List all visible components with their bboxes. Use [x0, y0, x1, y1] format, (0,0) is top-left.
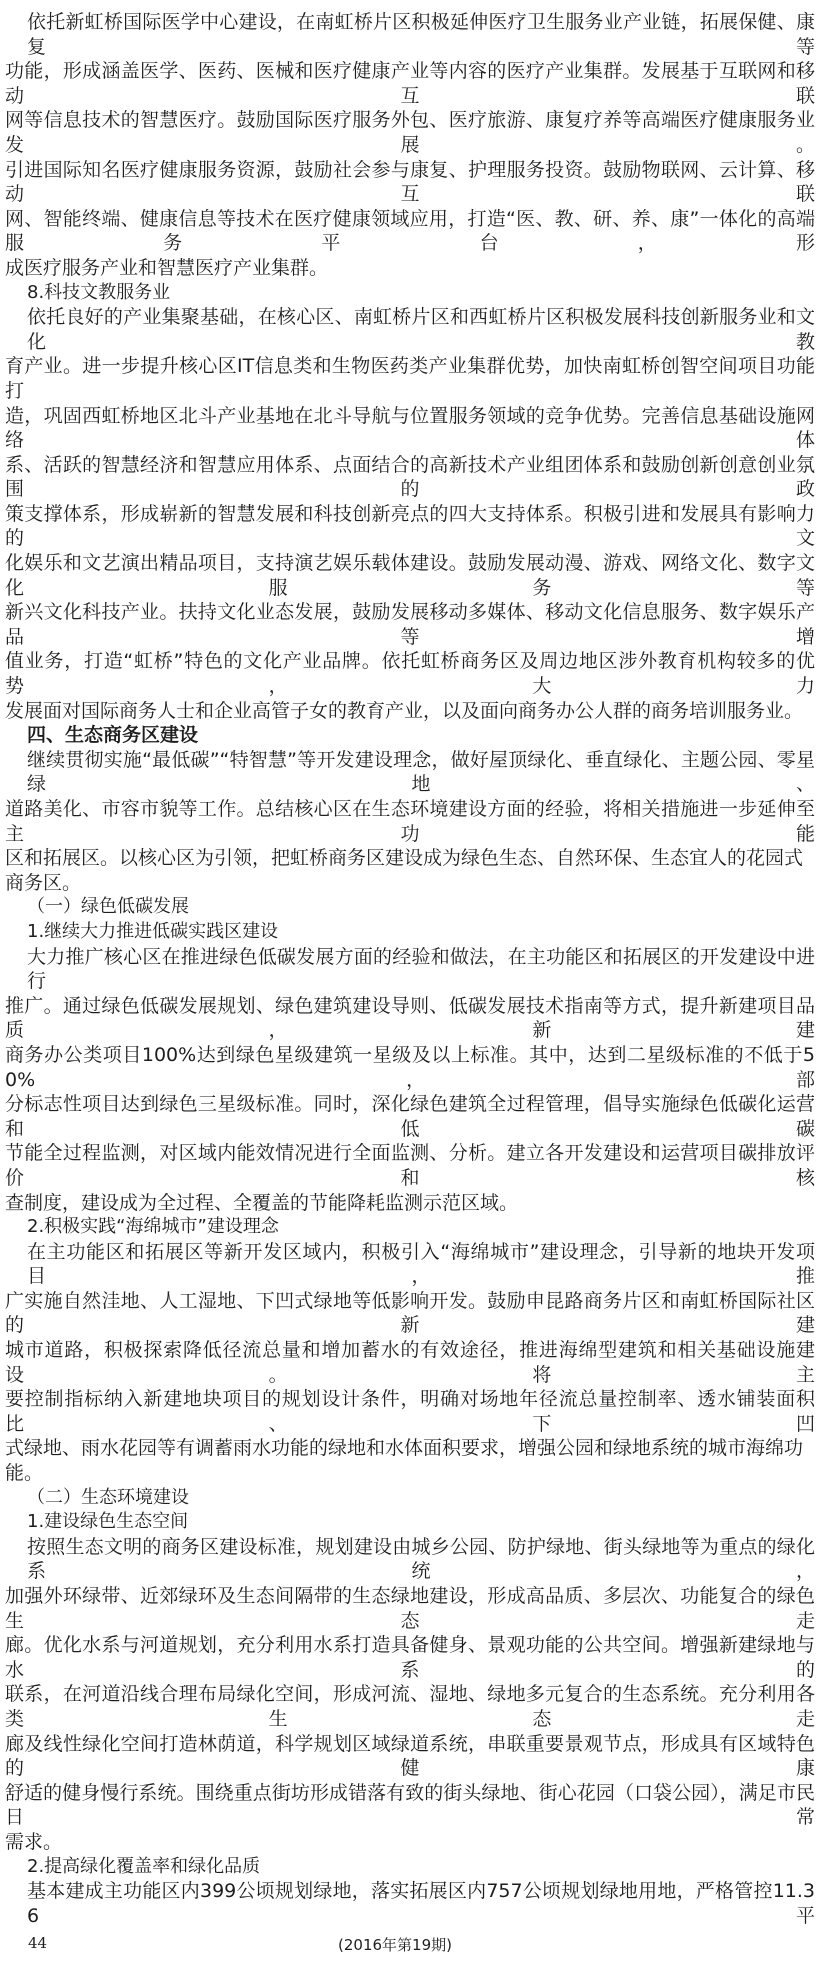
paragraph-line: 加强外环绿带、近郊绿环及生态间隔带的生态绿地建设，形成高品质、多层次、功能复合的绿色生态走	[5, 1585, 815, 1632]
paragraph-line: 大力推广核心区在推进绿色低碳发展方面的经验和做法，在主功能区和拓展区的开发建设中进行	[27, 945, 815, 993]
paragraph	[5, 305, 815, 723]
section-heading	[5, 723, 815, 748]
paragraph-line: 廊。优化水系与河道规划，充分利用水系打造具备健身、景观功能的公共空间。增强新建绿地与水系的	[5, 1634, 815, 1681]
paragraph-line: 式绿地、雨水花园等有调蓄雨水功能的绿地和水体面积要求，增强公园和绿地系统的城市海绵功能。	[5, 1437, 804, 1485]
paragraph-line: 成医疗服务产业和智慧医疗产业集群。	[5, 256, 329, 279]
paragraph-line: 在主功能区和拓展区等新开发区域内，积极引入“海绵城市”建设理念，引导新的地块开发项目，推	[27, 1240, 815, 1288]
paragraph-line: 道路美化、市容市貌等工作。总结核心区在生态环境建设方面的经验，将相关措施进一步延伸至主功能	[5, 798, 815, 845]
paragraph-line: 引进国际知名医疗健康服务资源，鼓励社会参与康复、护理服务投资。鼓励物联网、云计算、移动互联	[5, 158, 815, 206]
paragraph-line: 造，巩固西虹桥地区北斗产业基地在北斗导航与位置服务领域的竞争优势。完善信息基础设施网络体	[5, 404, 815, 452]
section-heading	[5, 1510, 815, 1535]
paragraph-line: 广实施自然洼地、人工湿地、下凹式绿地等低影响开发。鼓励申昆路商务片区和南虹桥国际社区的新建	[5, 1289, 815, 1337]
paragraph-line: 新兴文化科技产业。扶持文化业态发展，鼓励发展移动多媒体、移动文化信息服务、数字娱乐产品等增	[5, 601, 815, 648]
heading-text: 2.积极实践“海绵城市”建设理念	[27, 1216, 279, 1238]
paragraph	[5, 748, 815, 896]
paragraph-line: 按照生态文明的商务区建设标准，规划建设由城乡公园、防护绿地、街头绿地等为重点的绿化系统，	[27, 1535, 815, 1583]
page-number: 44	[28, 1934, 48, 1953]
paragraph-line: 舒适的健身慢行系统。围绕重点街坊形成错落有致的街头绿地、街心花园（口袋公园），满足市民日常	[5, 1781, 815, 1829]
heading-text: 2.提高绿化覆盖率和绿化品质	[27, 1855, 261, 1877]
heading-text: （一）绿色低碳发展	[27, 896, 189, 918]
paragraph-line: 节能全过程监测，对区域内能效情况进行全面监测、分析。建立各开发建设和运营项目碳排放评价和核	[5, 1142, 815, 1189]
section-heading	[5, 281, 815, 306]
paragraph-line: 功能，形成涵盖医学、医药、医械和医疗健康产业等内容的医疗产业集群。发展基于互联网和移动互联	[5, 60, 815, 107]
paragraph-line: 区和拓展区。以核心区为引领，把虹桥商务区建设成为绿色生态、自然环保、生态宜人的花园式商务区。	[5, 847, 804, 894]
paragraph-line: 商务办公类项目100%达到绿色星级建筑一星级及以上标准。其中，达到二星级标准的不低于50%，部	[5, 1043, 815, 1091]
section-heading	[5, 920, 815, 945]
section-heading	[5, 1486, 815, 1511]
paragraph-line: 城市道路，积极探索降低径流总量和增加蓄水的有效途径，推进海绵型建筑和相关基础设施建设。将主	[5, 1339, 815, 1386]
heading-text: 1.继续大力推进低碳实践区建设	[27, 920, 279, 942]
paragraph-line: 查制度，建设成为全过程、全覆盖的节能降耗监测示范区域。	[5, 1191, 519, 1214]
heading-text: 8.科技文教服务业	[27, 281, 171, 303]
paragraph-line: 网、智能终端、健康信息等技术在医疗健康领域应用，打造“医、教、研、养、康”一体化的高端服务平台，形	[5, 207, 815, 255]
paragraph-line: 发展面对国际商务人士和企业高管子女的教育产业，以及面向商务办公人群的商务培训服务业。	[5, 699, 804, 722]
paragraph	[5, 1240, 815, 1486]
paragraph-line: 推广。通过绿色低碳发展规划、绿色建筑建设导则、低碳发展技术指南等方式，提升新建项目品质，新建	[5, 994, 815, 1042]
paragraph-line: 要控制指标纳入新建地块项目的规划设计条件，明确对场地年径流总量控制率、透水铺装面积比、下凹	[5, 1388, 815, 1435]
paragraph-line: 依托新虹桥国际医学中心建设，在南虹桥片区积极延伸医疗卫生服务业产业链，拓展保健、康复等	[27, 11, 815, 58]
paragraph-line: 策支撑体系，形成崭新的智慧发展和科技创新亮点的四大支持体系。积极引进和发展具有影响力的文	[5, 502, 815, 550]
paragraph-line: 需求。	[5, 1830, 63, 1853]
paragraph-line: 基本建成主功能区内399公顷规划绿地，落实拓展区内757公顷规划绿地用地，严格管控11.36平	[27, 1880, 815, 1927]
paragraph-line: 值业务，打造“虹桥”特色的文化产业品牌。依托虹桥商务区及周边地区涉外教育机构较多的优势，大力	[5, 650, 815, 698]
section-heading	[5, 895, 815, 920]
issue-label: (2016年第19期)	[338, 1936, 452, 1955]
paragraph-line: 联系，在河道沿线合理布局绿化空间，形成河流、湿地、绿地多元复合的生态系统。充分利用各类生态走	[5, 1683, 815, 1730]
heading-text: 1.建设绿色生态空间	[27, 1511, 189, 1533]
paragraph	[5, 945, 815, 1216]
paragraph-line: 育产业。进一步提升核心区IT信息类和生物医药类产业集群优势，加快南虹桥创智空间项目功能打	[5, 355, 815, 402]
paragraph	[5, 1879, 815, 1928]
heading-text: （二）生态环境建设	[27, 1486, 189, 1508]
section-heading	[5, 1855, 815, 1880]
heading-text: 四、生态商务区建设	[27, 724, 199, 747]
page-footer	[5, 1934, 815, 1964]
paragraph-line: 分标志性项目达到绿色三星级标准。同时，深化绿色建筑全过程管理，倡导实施绿色低碳化运营和低碳	[5, 1093, 815, 1140]
paragraph-line: 继续贯彻实施“最低碳”“特智慧”等开发建设理念，做好屋顶绿化、垂直绿化、主题公园、零星绿地、	[27, 748, 815, 796]
paragraph	[5, 10, 815, 281]
paragraph-line: 系、活跃的智慧经济和智慧应用体系、点面结合的高新技术产业组团体系和鼓励创新创意创业氛围的政	[5, 453, 815, 501]
section-heading	[5, 1215, 815, 1240]
paragraph-line: 化娱乐和文艺演出精品项目，支持演艺娱乐载体建设。鼓励发展动漫、游戏、网络文化、数字文化服务等	[5, 552, 815, 599]
paragraph-line: 网等信息技术的智慧医疗。鼓励国际医疗服务外包、医疗旅游、康复疗养等高端医疗健康服务业发展。	[5, 109, 815, 156]
paragraph-line: 依托良好的产业集聚基础，在核心区、南虹桥片区和西虹桥片区积极发展科技创新服务业和文化教	[27, 306, 815, 353]
document-body	[5, 0, 815, 1928]
paragraph-line: 廊及线性绿化空间打造林荫道，科学规划区域绿道系统，串联重要景观节点，形成具有区域特色的健康	[5, 1732, 815, 1780]
paragraph	[5, 1535, 815, 1855]
